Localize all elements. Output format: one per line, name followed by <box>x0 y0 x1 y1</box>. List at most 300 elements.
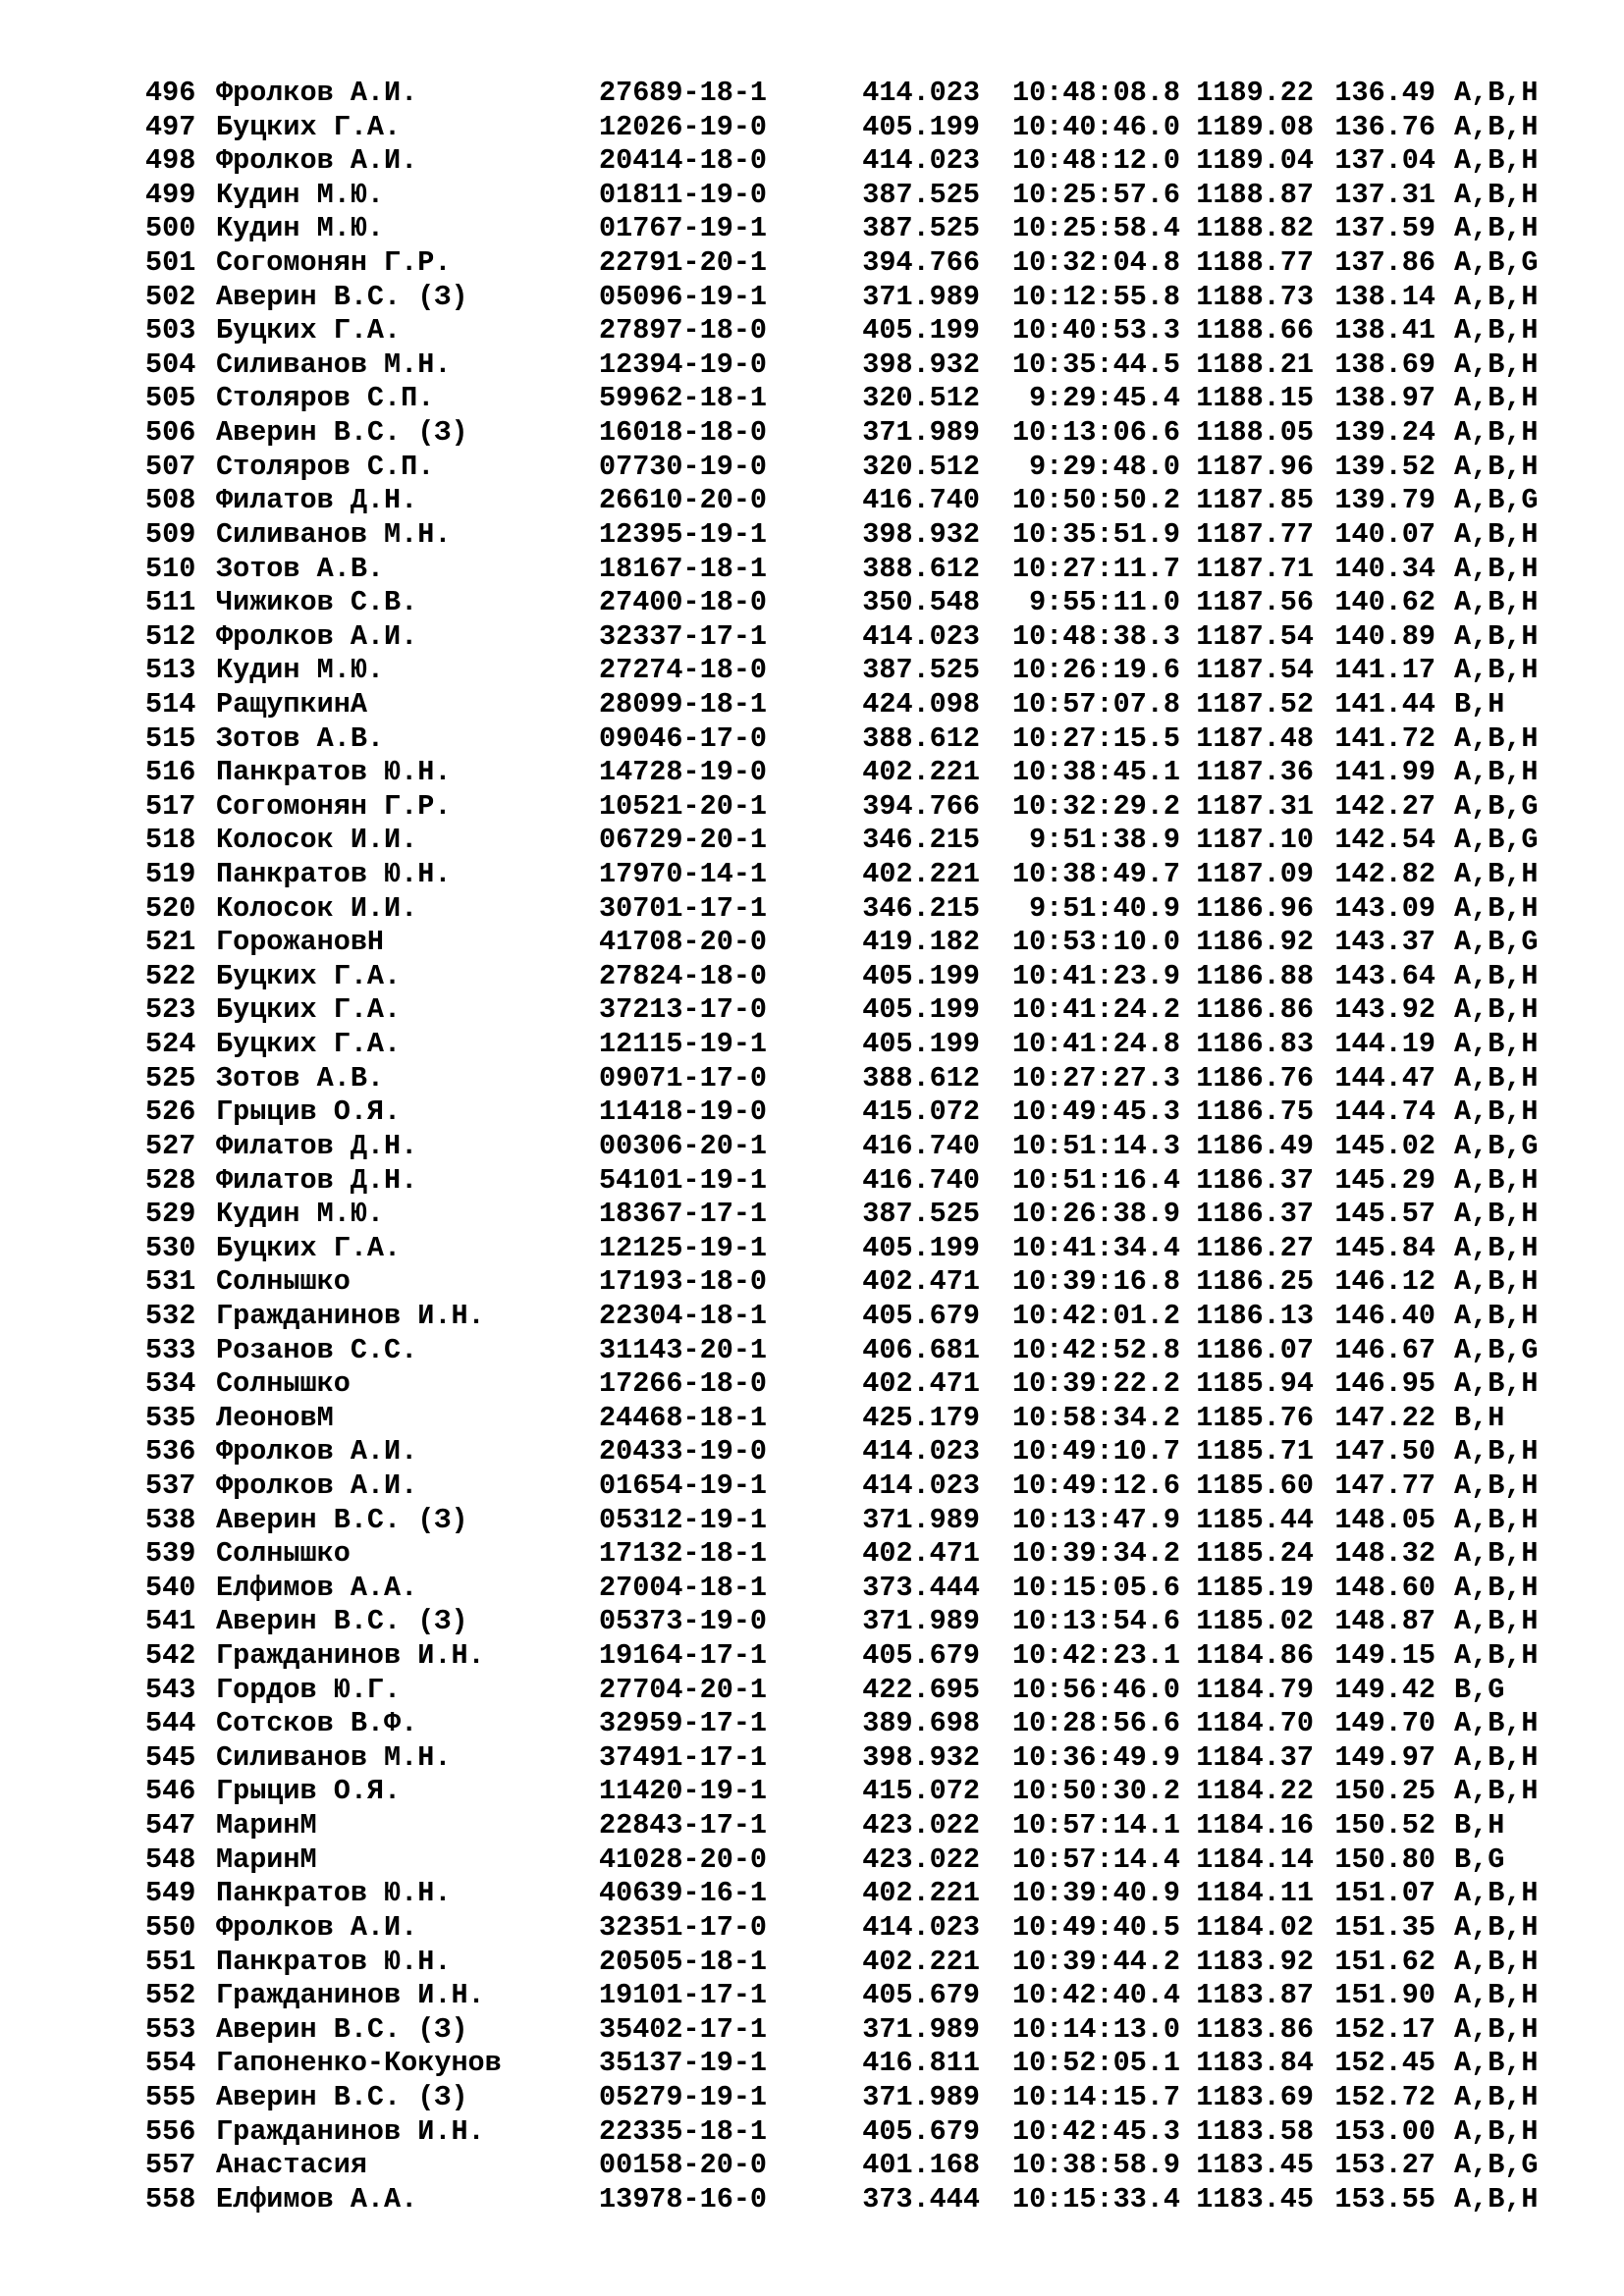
row-number: 511 <box>145 586 196 619</box>
arrival-time: 10:49:40.5 <box>1011 1910 1180 1944</box>
fancier-name: Панкратов Ю.Н. <box>216 1877 452 1910</box>
ring-number: 13978-16-0 <box>599 2182 768 2216</box>
arrival-time: 10:42:45.3 <box>1011 2114 1180 2148</box>
distance: 402.471 <box>862 1537 980 1571</box>
ring-number: 32337-17-1 <box>599 619 768 653</box>
table-row <box>145 1232 1559 1266</box>
fancier-name: Кудин М.Ю. <box>216 212 385 245</box>
categories: A,B,H <box>1454 2080 1539 2113</box>
speed: 1188.82 <box>1196 212 1314 245</box>
ring-number: 31143-20-1 <box>599 1333 768 1366</box>
arrival-time: 10:27:15.5 <box>1011 721 1180 755</box>
coefficient: 138.69 <box>1334 347 1435 381</box>
arrival-time: 10:39:40.9 <box>1011 1877 1180 1910</box>
speed: 1188.15 <box>1196 382 1314 415</box>
row-number: 548 <box>145 1842 196 1876</box>
speed: 1186.49 <box>1196 1129 1314 1162</box>
distance: 424.098 <box>862 687 980 721</box>
row-number: 523 <box>145 993 196 1027</box>
table-row <box>145 348 1559 383</box>
categories: A,B,H <box>1454 721 1539 755</box>
row-number: 557 <box>145 2149 196 2182</box>
speed: 1183.84 <box>1196 2047 1314 2080</box>
speed: 1188.87 <box>1196 178 1314 211</box>
arrival-time: 10:49:45.3 <box>1011 1095 1180 1129</box>
row-number: 515 <box>145 721 196 755</box>
fancier-name: Солнышко <box>216 1367 351 1401</box>
arrival-time: 10:15:05.6 <box>1011 1571 1180 1604</box>
arrival-time: 10:32:04.8 <box>1011 246 1180 280</box>
fancier-name: Столяров С.П. <box>216 450 435 483</box>
table-row <box>145 1809 1559 1843</box>
coefficient: 137.04 <box>1334 144 1435 178</box>
categories: A,B,H <box>1454 2047 1539 2080</box>
coefficient: 153.00 <box>1334 2114 1435 2148</box>
row-number: 497 <box>145 110 196 143</box>
ring-number: 05312-19-1 <box>599 1503 768 1536</box>
distance: 402.221 <box>862 1945 980 1978</box>
arrival-time: 10:49:10.7 <box>1011 1435 1180 1468</box>
coefficient: 140.07 <box>1334 517 1435 551</box>
row-number: 535 <box>145 1401 196 1434</box>
categories: B,H <box>1454 1809 1505 1842</box>
table-row <box>145 722 1559 757</box>
speed: 1186.27 <box>1196 1231 1314 1264</box>
arrival-time: 10:13:47.9 <box>1011 1503 1180 1536</box>
categories: A,B,H <box>1454 1979 1539 2012</box>
row-number: 527 <box>145 1129 196 1162</box>
table-row <box>145 2047 1559 2081</box>
fancier-name: Панкратов Ю.Н. <box>216 756 452 789</box>
table-row <box>145 926 1559 960</box>
ring-number: 12026-19-0 <box>599 110 768 143</box>
speed: 1183.92 <box>1196 1945 1314 1978</box>
fancier-name: Грыцив О.Я. <box>216 1775 402 1808</box>
table-row <box>145 1198 1559 1232</box>
ring-number: 40639-16-1 <box>599 1877 768 1910</box>
row-number: 508 <box>145 484 196 517</box>
table-row <box>145 1504 1559 1538</box>
categories: A,B,H <box>1454 314 1539 347</box>
speed: 1187.77 <box>1196 517 1314 551</box>
ring-number: 27400-18-0 <box>599 586 768 619</box>
table-row <box>145 1877 1559 1911</box>
arrival-time: 10:12:55.8 <box>1011 280 1180 313</box>
coefficient: 136.76 <box>1334 110 1435 143</box>
table-row <box>145 382 1559 416</box>
row-number: 534 <box>145 1367 196 1401</box>
distance: 405.199 <box>862 110 980 143</box>
distance: 405.199 <box>862 1028 980 1061</box>
ring-number: 30701-17-1 <box>599 891 768 925</box>
coefficient: 138.14 <box>1334 280 1435 313</box>
table-row <box>145 416 1559 451</box>
fancier-name: Гордов Ю.Г. <box>216 1673 402 1706</box>
speed: 1186.07 <box>1196 1333 1314 1366</box>
ring-number: 24468-18-1 <box>599 1401 768 1434</box>
fancier-name: Фролков А.И. <box>216 1435 418 1468</box>
arrival-time: 10:57:07.8 <box>1011 687 1180 721</box>
table-row <box>145 892 1559 927</box>
coefficient: 145.57 <box>1334 1198 1435 1231</box>
arrival-time: 10:57:14.1 <box>1011 1809 1180 1842</box>
arrival-time: 10:35:51.9 <box>1011 517 1180 551</box>
categories: A,B,H <box>1454 450 1539 483</box>
categories: A,B,G <box>1454 1333 1539 1366</box>
speed: 1185.02 <box>1196 1605 1314 1638</box>
row-number: 496 <box>145 77 196 109</box>
arrival-time: 10:15:33.4 <box>1011 2182 1180 2216</box>
speed: 1185.94 <box>1196 1367 1314 1401</box>
ring-number: 19164-17-1 <box>599 1639 768 1673</box>
coefficient: 149.70 <box>1334 1707 1435 1740</box>
ring-number: 11420-19-1 <box>599 1775 768 1808</box>
ring-number: 10521-20-1 <box>599 789 768 823</box>
ring-number: 41708-20-0 <box>599 926 768 959</box>
row-number: 526 <box>145 1095 196 1129</box>
arrival-time: 9:29:48.0 <box>1029 450 1180 483</box>
fancier-name: Кудин М.Ю. <box>216 1198 385 1231</box>
coefficient: 150.52 <box>1334 1809 1435 1842</box>
ring-number: 37213-17-0 <box>599 993 768 1027</box>
coefficient: 146.67 <box>1334 1333 1435 1366</box>
fancier-name: Буцких Г.А. <box>216 993 402 1027</box>
categories: A,B,H <box>1454 77 1539 109</box>
coefficient: 143.64 <box>1334 959 1435 992</box>
distance: 402.471 <box>862 1265 980 1299</box>
coefficient: 145.84 <box>1334 1231 1435 1264</box>
fancier-name: Столяров С.П. <box>216 382 435 415</box>
row-number: 538 <box>145 1503 196 1536</box>
row-number: 547 <box>145 1809 196 1842</box>
ring-number: 01811-19-0 <box>599 178 768 211</box>
categories: A,B,H <box>1454 1503 1539 1536</box>
categories: A,B,H <box>1454 178 1539 211</box>
coefficient: 153.27 <box>1334 2149 1435 2182</box>
speed: 1186.96 <box>1196 891 1314 925</box>
categories: A,B,H <box>1454 1605 1539 1638</box>
fancier-name: Фролков А.И. <box>216 77 418 109</box>
row-number: 537 <box>145 1468 196 1502</box>
fancier-name: Фролков А.И. <box>216 1910 418 1944</box>
table-row <box>145 2183 1559 2217</box>
ring-number: 18167-18-1 <box>599 552 768 585</box>
ring-number: 28099-18-1 <box>599 687 768 721</box>
fancier-name: Буцких Г.А. <box>216 959 402 992</box>
distance: 416.740 <box>862 1129 980 1162</box>
table-row <box>145 620 1559 655</box>
arrival-time: 10:53:10.0 <box>1011 926 1180 959</box>
fancier-name: Колосок И.И. <box>216 824 418 857</box>
arrival-time: 10:38:58.9 <box>1011 2149 1180 2182</box>
coefficient: 152.72 <box>1334 2080 1435 2113</box>
fancier-name: МаринМ <box>216 1842 317 1876</box>
fancier-name: Елфимов А.А. <box>216 2182 418 2216</box>
speed: 1185.19 <box>1196 1571 1314 1604</box>
distance: 388.612 <box>862 552 980 585</box>
arrival-time: 10:13:06.6 <box>1011 416 1180 450</box>
categories: A,B,H <box>1454 280 1539 313</box>
distance: 405.679 <box>862 1299 980 1332</box>
row-number: 528 <box>145 1163 196 1197</box>
ring-number: 05096-19-1 <box>599 280 768 313</box>
coefficient: 140.62 <box>1334 586 1435 619</box>
speed: 1189.08 <box>1196 110 1314 143</box>
row-number: 536 <box>145 1435 196 1468</box>
table-row <box>145 858 1559 892</box>
coefficient: 140.89 <box>1334 619 1435 653</box>
arrival-time: 10:52:05.1 <box>1011 2047 1180 2080</box>
coefficient: 144.74 <box>1334 1095 1435 1129</box>
distance: 398.932 <box>862 517 980 551</box>
distance: 405.199 <box>862 1231 980 1264</box>
row-number: 558 <box>145 2182 196 2216</box>
table-row <box>145 144 1559 179</box>
row-number: 550 <box>145 1910 196 1944</box>
arrival-time: 10:38:49.7 <box>1011 858 1180 891</box>
table-row <box>145 1707 1559 1741</box>
ring-number: 20414-18-0 <box>599 144 768 178</box>
categories: B,G <box>1454 1673 1505 1706</box>
arrival-time: 10:49:12.6 <box>1011 1468 1180 1502</box>
categories: A,B,H <box>1454 654 1539 687</box>
categories: A,B,H <box>1454 1537 1539 1571</box>
distance: 406.681 <box>862 1333 980 1366</box>
distance: 371.989 <box>862 416 980 450</box>
distance: 405.679 <box>862 1979 980 2012</box>
fancier-name: Гражданинов И.Н. <box>216 1639 485 1673</box>
coefficient: 144.47 <box>1334 1061 1435 1095</box>
ring-number: 35402-17-1 <box>599 2012 768 2046</box>
ring-number: 14728-19-0 <box>599 756 768 789</box>
distance: 387.525 <box>862 212 980 245</box>
categories: B,H <box>1454 687 1505 721</box>
arrival-time: 9:29:45.4 <box>1029 382 1180 415</box>
categories: A,B,H <box>1454 1945 1539 1978</box>
categories: A,B,H <box>1454 1468 1539 1502</box>
fancier-name: Фролков А.И. <box>216 1468 418 1502</box>
ring-number: 59962-18-1 <box>599 382 768 415</box>
fancier-name: Фролков А.И. <box>216 619 418 653</box>
coefficient: 136.49 <box>1334 77 1435 109</box>
table-row <box>145 1062 1559 1096</box>
row-number: 525 <box>145 1061 196 1095</box>
speed: 1184.11 <box>1196 1877 1314 1910</box>
categories: A,B,G <box>1454 824 1539 857</box>
ring-number: 11418-19-0 <box>599 1095 768 1129</box>
distance: 371.989 <box>862 2080 980 2113</box>
ring-number: 12125-19-1 <box>599 1231 768 1264</box>
coefficient: 138.41 <box>1334 314 1435 347</box>
table-row <box>145 553 1559 587</box>
arrival-time: 10:56:46.0 <box>1011 1673 1180 1706</box>
categories: A,B,G <box>1454 2149 1539 2182</box>
arrival-time: 9:55:11.0 <box>1029 586 1180 619</box>
table-row <box>145 1946 1559 1980</box>
categories: A,B,H <box>1454 1231 1539 1264</box>
speed: 1189.22 <box>1196 77 1314 109</box>
categories: A,B,H <box>1454 858 1539 891</box>
distance: 414.023 <box>862 1910 980 1944</box>
fancier-name: Гапоненко-Кокунов <box>216 2047 502 2080</box>
speed: 1187.36 <box>1196 756 1314 789</box>
arrival-time: 10:14:15.7 <box>1011 2080 1180 2113</box>
categories: A,B,H <box>1454 110 1539 143</box>
coefficient: 137.59 <box>1334 212 1435 245</box>
speed: 1186.83 <box>1196 1028 1314 1061</box>
distance: 416.740 <box>862 1163 980 1197</box>
fancier-name: Чижиков С.В. <box>216 586 418 619</box>
table-row <box>145 212 1559 246</box>
categories: B,G <box>1454 1842 1505 1876</box>
categories: A,B,H <box>1454 586 1539 619</box>
distance: 371.989 <box>862 280 980 313</box>
coefficient: 148.60 <box>1334 1571 1435 1604</box>
coefficient: 142.54 <box>1334 824 1435 857</box>
speed: 1188.73 <box>1196 280 1314 313</box>
categories: A,B,H <box>1454 756 1539 789</box>
ring-number: 17970-14-1 <box>599 858 768 891</box>
fancier-name: Панкратов Ю.Н. <box>216 1945 452 1978</box>
row-number: 518 <box>145 824 196 857</box>
table-row <box>145 1402 1559 1436</box>
row-number: 499 <box>145 178 196 211</box>
table-row <box>145 1028 1559 1062</box>
table-row <box>145 111 1559 145</box>
speed: 1186.37 <box>1196 1198 1314 1231</box>
speed: 1183.45 <box>1196 2149 1314 2182</box>
table-row <box>145 1130 1559 1164</box>
distance: 320.512 <box>862 382 980 415</box>
speed: 1183.69 <box>1196 2080 1314 2113</box>
speed: 1186.25 <box>1196 1265 1314 1299</box>
arrival-time: 10:27:27.3 <box>1011 1061 1180 1095</box>
arrival-time: 10:40:46.0 <box>1011 110 1180 143</box>
coefficient: 147.50 <box>1334 1435 1435 1468</box>
categories: A,B,H <box>1454 382 1539 415</box>
fancier-name: Буцких Г.А. <box>216 110 402 143</box>
ring-number: 05373-19-0 <box>599 1605 768 1638</box>
categories: A,B,H <box>1454 619 1539 653</box>
distance: 415.072 <box>862 1095 980 1129</box>
ring-number: 27689-18-1 <box>599 77 768 109</box>
coefficient: 145.29 <box>1334 1163 1435 1197</box>
ring-number: 09046-17-0 <box>599 721 768 755</box>
row-number: 546 <box>145 1775 196 1808</box>
coefficient: 147.22 <box>1334 1401 1435 1434</box>
row-number: 514 <box>145 687 196 721</box>
distance: 394.766 <box>862 789 980 823</box>
coefficient: 137.86 <box>1334 246 1435 280</box>
ring-number: 12395-19-1 <box>599 517 768 551</box>
ring-number: 18367-17-1 <box>599 1198 768 1231</box>
fancier-name: Панкратов Ю.Н. <box>216 858 452 891</box>
categories: A,B,H <box>1454 1740 1539 1774</box>
row-number: 519 <box>145 858 196 891</box>
categories: A,B,G <box>1454 789 1539 823</box>
row-number: 506 <box>145 416 196 450</box>
coefficient: 139.24 <box>1334 416 1435 450</box>
ring-number: 32351-17-0 <box>599 1910 768 1944</box>
speed: 1185.24 <box>1196 1537 1314 1571</box>
table-row <box>145 77 1559 111</box>
table-row <box>145 1911 1559 1946</box>
ring-number: 00158-20-0 <box>599 2149 768 2182</box>
distance: 371.989 <box>862 1503 980 1536</box>
categories: A,B,H <box>1454 212 1539 245</box>
table-row <box>145 2115 1559 2150</box>
row-number: 555 <box>145 2080 196 2113</box>
coefficient: 151.62 <box>1334 1945 1435 1978</box>
arrival-time: 10:26:38.9 <box>1011 1198 1180 1231</box>
row-number: 503 <box>145 314 196 347</box>
row-number: 504 <box>145 347 196 381</box>
fancier-name: Буцких Г.А. <box>216 1028 402 1061</box>
ring-number: 05279-19-1 <box>599 2080 768 2113</box>
row-number: 545 <box>145 1740 196 1774</box>
categories: A,B,H <box>1454 1028 1539 1061</box>
distance: 402.471 <box>862 1367 980 1401</box>
table-row <box>145 1639 1559 1674</box>
fancier-name: Солнышко <box>216 1265 351 1299</box>
table-row <box>145 1979 1559 2013</box>
speed: 1188.66 <box>1196 314 1314 347</box>
speed: 1183.86 <box>1196 2012 1314 2046</box>
categories: A,B,H <box>1454 1265 1539 1299</box>
row-number: 554 <box>145 2047 196 2080</box>
distance: 414.023 <box>862 77 980 109</box>
ring-number: 37491-17-1 <box>599 1740 768 1774</box>
table-row <box>145 2013 1559 2048</box>
table-row <box>145 586 1559 620</box>
table-row <box>145 1741 1559 1776</box>
distance: 414.023 <box>862 1435 980 1468</box>
arrival-time: 10:28:56.6 <box>1011 1707 1180 1740</box>
ring-number: 20433-19-0 <box>599 1435 768 1468</box>
arrival-time: 10:42:23.1 <box>1011 1639 1180 1673</box>
fancier-name: Гражданинов И.Н. <box>216 1299 485 1332</box>
arrival-time: 10:51:14.3 <box>1011 1129 1180 1162</box>
row-number: 553 <box>145 2012 196 2046</box>
arrival-time: 10:39:44.2 <box>1011 1945 1180 1978</box>
distance: 387.525 <box>862 178 980 211</box>
distance: 405.679 <box>862 2114 980 2148</box>
ring-number: 09071-17-0 <box>599 1061 768 1095</box>
row-number: 521 <box>145 926 196 959</box>
ring-number: 12394-19-0 <box>599 347 768 381</box>
fancier-name: Силиванов М.Н. <box>216 1740 452 1774</box>
speed: 1187.85 <box>1196 484 1314 517</box>
distance: 422.695 <box>862 1673 980 1706</box>
categories: A,B,H <box>1454 1639 1539 1673</box>
table-row <box>145 688 1559 722</box>
ring-number: 01767-19-1 <box>599 212 768 245</box>
table-row <box>145 1367 1559 1402</box>
row-number: 502 <box>145 280 196 313</box>
arrival-time: 10:38:45.1 <box>1011 756 1180 789</box>
categories: A,B,H <box>1454 144 1539 178</box>
arrival-time: 10:41:24.8 <box>1011 1028 1180 1061</box>
coefficient: 146.12 <box>1334 1265 1435 1299</box>
coefficient: 146.95 <box>1334 1367 1435 1401</box>
table-row <box>145 179 1559 213</box>
categories: A,B,H <box>1454 517 1539 551</box>
ring-number: 17132-18-1 <box>599 1537 768 1571</box>
fancier-name: Гражданинов И.Н. <box>216 1979 485 2012</box>
fancier-name: Сотсков В.Ф. <box>216 1707 418 1740</box>
ring-number: 16018-18-0 <box>599 416 768 450</box>
coefficient: 148.32 <box>1334 1537 1435 1571</box>
